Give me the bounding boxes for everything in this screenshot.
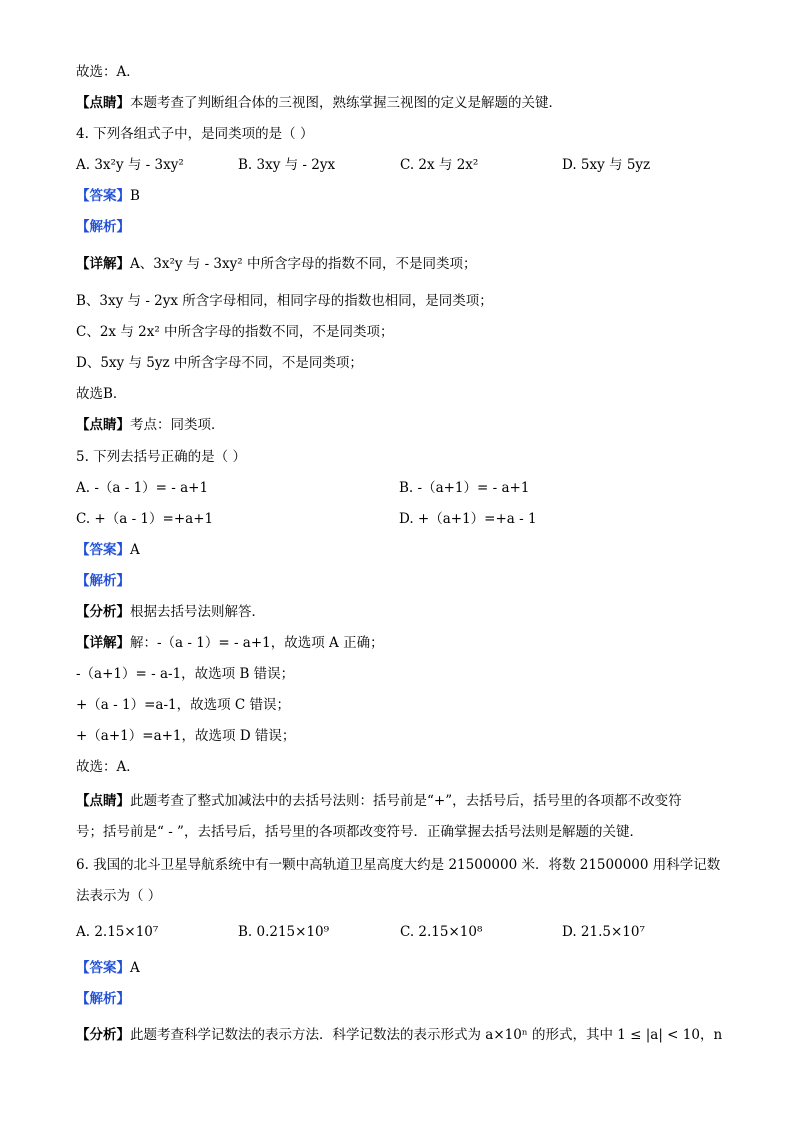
text-line: +（a - 1）=a-1，故选项 C 错误； [76,697,291,713]
text-line: 【点睛】本题考查了判断组合体的三视图，熟练掌握三视图的定义是解题的关键． [76,95,562,111]
q6-option-a: A. 2.15×10⁷ [76,924,159,940]
q4-option-c: C. 2x 与 2x² [400,157,479,173]
question-5-title: 5. 下列去括号正确的是（ ） [76,449,246,465]
text-line: 号；括号前是“ - ”，去括号后，括号里的各项都改变符号．正确掌握去括号法则是解题的关键． [76,824,643,840]
text-line: -（a+1）= - a-1，故选项 B 错误； [76,666,295,682]
text-line: 故选：A． [76,759,140,775]
text-line: B、3xy 与 - 2yx 所含字母相同，相同字母的指数也相同，是同类项； [76,293,493,309]
q4-option-d: D. 5xy 与 5yz [562,157,651,173]
q6-option-b: B. 0.215×10⁹ [238,924,330,940]
q4-option-b: B. 3xy 与 - 2yx [238,157,336,173]
text-line: 【分析】根据去括号法则解答． [76,604,265,620]
question-6-title: 6. 我国的北斗卫星导航系统中有一颗中高轨道卫星高度大约是 21500000 米．将数 21500000 用科学记数 [76,857,721,873]
q5-option-a: A. -（a - 1）= - a+1 [76,480,209,496]
text-line: 【点睛】此题考查了整式加减法中的去括号法则：括号前是“+”，去括号后，括号里的各项都不改变符 [76,793,682,809]
text-line: 故选：A． [76,64,140,80]
q6-option-c: C. 2.15×10⁸ [400,924,483,940]
answer-line: 【答案】A [76,960,140,976]
question-4-title: 4. 下列各组式子中，是同类项的是（ ） [76,126,314,142]
q5-option-c: C. +（a - 1）=+a+1 [76,511,214,527]
q6-option-d: D. 21.5×10⁷ [562,924,645,940]
analysis-line: 【解析】 [76,219,130,235]
answer-line: 【答案】B [76,188,140,204]
q4-option-a: A. 3x²y 与 - 3xy² [76,157,184,173]
text-line: 【点睛】考点：同类项． [76,417,225,433]
q4-detail-line: 【详解】A、3x²y 与 - 3xy² 中所含字母的指数不同，不是同类项； [76,256,477,272]
q5-option-b: B. -（a+1）= - a+1 [399,480,530,496]
q6-analysis-line: 【分析】此题考查科学记数法的表示方法．科学记数法的表示形式为 a×10ⁿ 的形式，其中 1 ≤ |a| < 10，n [76,1027,723,1043]
text-line: C、2x 与 2x² 中所含字母的指数不同，不是同类项； [76,324,394,340]
analysis-line: 【解析】 [76,991,130,1007]
q5-option-d: D. +（a+1）=+a - 1 [399,511,537,527]
text-line: +（a+1）=a+1，故选项 D 错误； [76,728,296,744]
answer-line: 【答案】A [76,542,140,558]
text-line: 【详解】解：-（a - 1）= - a+1，故选项 A 正确； [76,635,384,651]
text-line: 法表示为（ ） [76,888,162,904]
text-line: 故选B． [76,386,127,402]
text-line: D、5xy 与 5yz 中所含字母不同，不是同类项； [76,355,363,371]
analysis-line: 【解析】 [76,573,130,589]
